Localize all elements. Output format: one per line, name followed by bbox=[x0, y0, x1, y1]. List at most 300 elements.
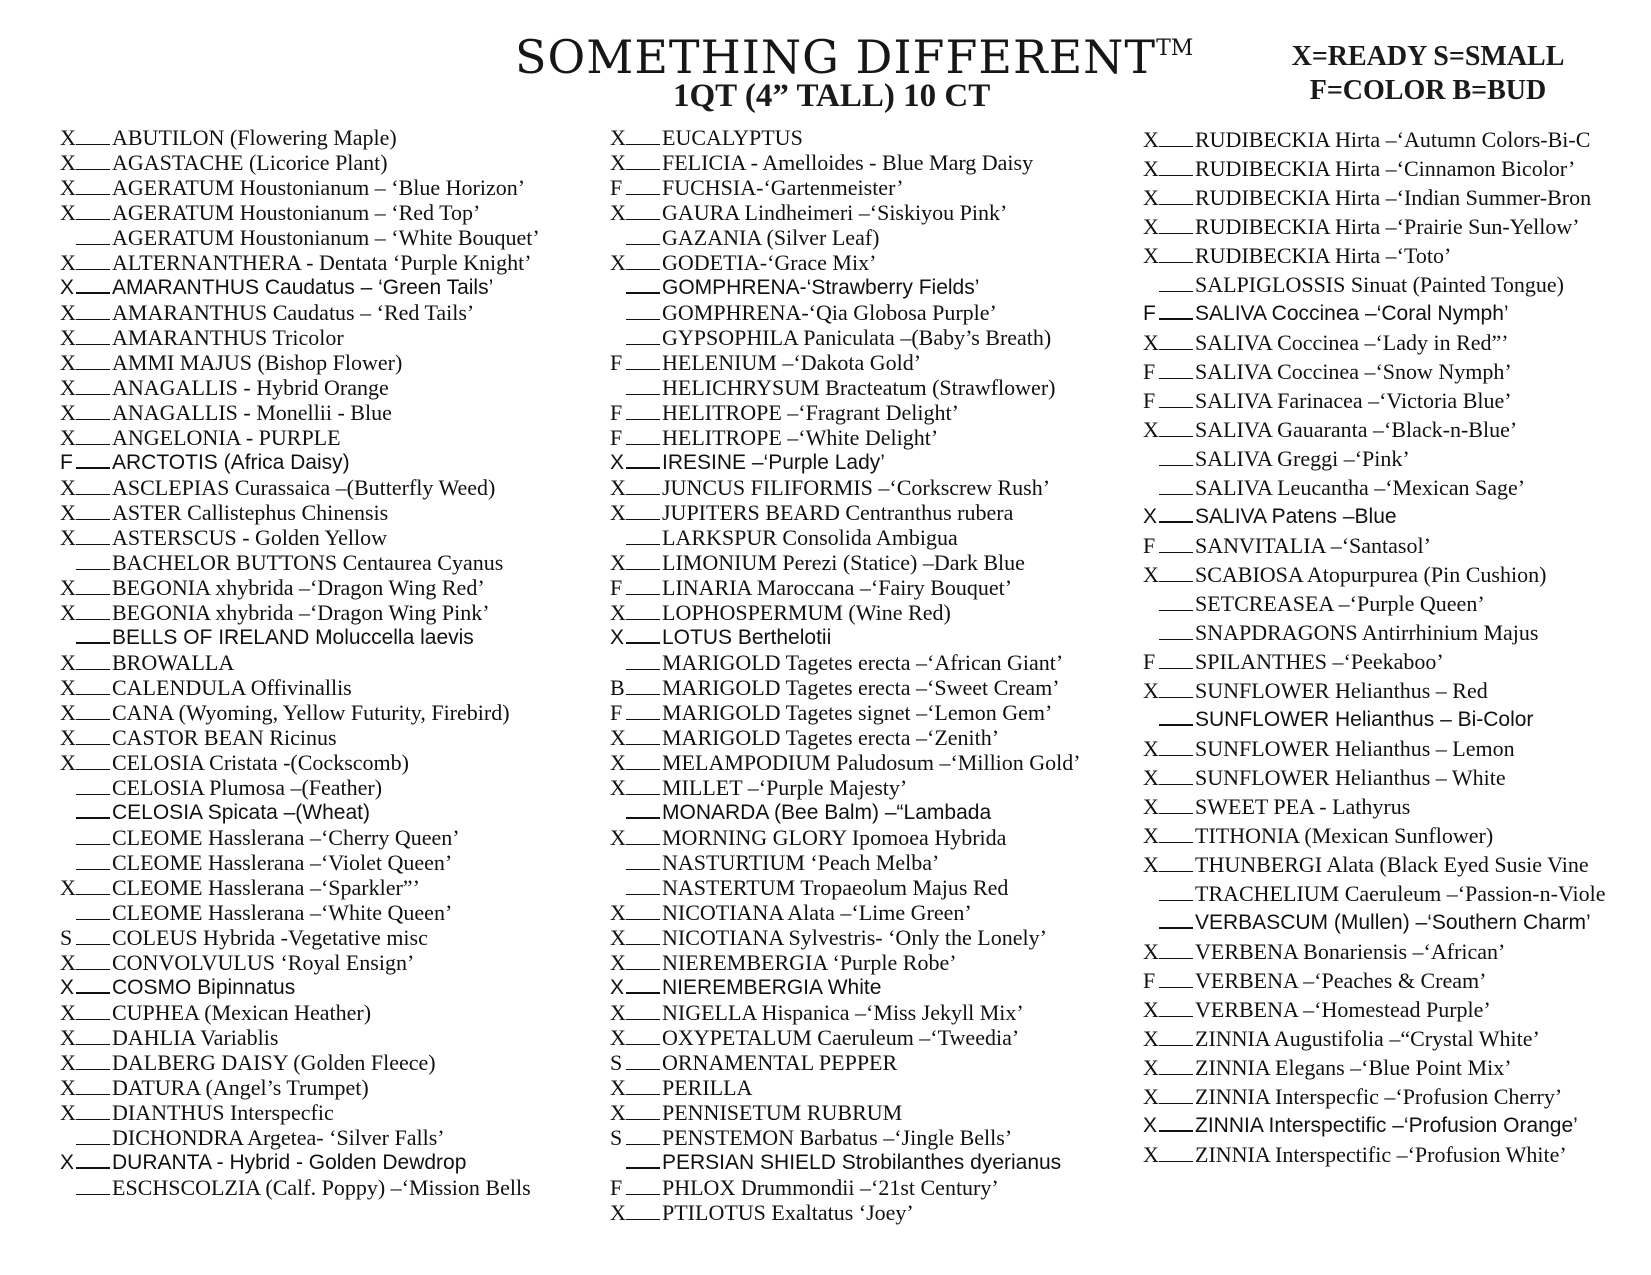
status-code: F bbox=[1143, 649, 1156, 674]
order-blank-line bbox=[626, 654, 660, 670]
plant-name: EUCALYPTUS bbox=[662, 125, 803, 150]
plant-name: PENNISETUM RUBRUM bbox=[662, 1100, 903, 1125]
status-code: X bbox=[60, 475, 76, 500]
plant-name: RUDIBECKIA Hirta –‘Prairie Sun-Yellow’ bbox=[1195, 214, 1580, 239]
plant-list-item bbox=[60, 175, 540, 200]
plant-list-item bbox=[610, 1000, 1081, 1025]
order-blank-line bbox=[626, 452, 660, 469]
plant-list-item bbox=[60, 600, 540, 625]
plant-name: RUDIBECKIA Hirta –‘Toto’ bbox=[1195, 243, 1452, 268]
plant-column-2 bbox=[610, 125, 1081, 1225]
status-code: F bbox=[60, 451, 73, 474]
order-blank-line bbox=[626, 529, 660, 545]
plant-list-item bbox=[610, 400, 1081, 425]
plant-name: AGASTACHE (Licorice Plant) bbox=[112, 150, 388, 175]
status-code: X bbox=[610, 950, 626, 975]
plant-list-item bbox=[610, 525, 1081, 550]
order-blank-line bbox=[76, 1129, 110, 1145]
plant-name: SUNFLOWER Helianthus – Red bbox=[1195, 678, 1488, 703]
plant-list-item bbox=[60, 1075, 540, 1100]
plant-list-item bbox=[610, 300, 1081, 325]
plant-list-item bbox=[60, 250, 540, 275]
order-blank-line bbox=[1159, 798, 1193, 814]
plant-name: DIANTHUS Interspecfic bbox=[112, 1100, 334, 1125]
plant-list-item bbox=[60, 275, 540, 300]
order-blank-line bbox=[1159, 769, 1193, 785]
plant-list-item bbox=[1143, 1053, 1606, 1082]
order-blank-line bbox=[76, 729, 110, 745]
plant-name: LINARIA Maroccana –‘Fairy Bouquet’ bbox=[662, 575, 1013, 600]
plant-name: CLEOME Hasslerana –‘Violet Queen’ bbox=[112, 850, 453, 875]
order-blank-line bbox=[626, 1179, 660, 1195]
status-code: X bbox=[610, 150, 626, 175]
plant-name: ALTERNANTHERA - Dentata ‘Purple Knight’ bbox=[112, 250, 532, 275]
order-blank-line bbox=[1159, 506, 1193, 523]
plant-name: HELITROPE –‘Fragrant Delight’ bbox=[662, 400, 959, 425]
plant-list-item bbox=[1143, 473, 1606, 502]
status-code: X bbox=[60, 650, 76, 675]
plant-name: CELOSIA Cristata -(Cockscomb) bbox=[112, 750, 409, 775]
status-code: F bbox=[1143, 533, 1156, 558]
order-blank-line bbox=[626, 379, 660, 395]
status-code: X bbox=[610, 1075, 626, 1100]
status-code: X bbox=[1143, 185, 1159, 210]
legend-line-2: F=COLOR B=BUD bbox=[1309, 75, 1547, 106]
status-code: X bbox=[1143, 765, 1159, 790]
order-blank-line bbox=[1159, 334, 1193, 350]
plant-list-item bbox=[60, 1000, 540, 1025]
order-blank-line bbox=[76, 954, 110, 970]
status-code: X bbox=[610, 1025, 626, 1050]
status-code: X bbox=[60, 950, 76, 975]
plant-list-item bbox=[610, 975, 1081, 1000]
order-blank-line bbox=[626, 1004, 660, 1020]
plant-list-item bbox=[60, 975, 540, 1000]
order-blank-line bbox=[626, 504, 660, 520]
plant-name: PTILOTUS Exaltatus ‘Joey’ bbox=[662, 1200, 914, 1225]
status-code: X bbox=[610, 1200, 626, 1225]
plant-list-item bbox=[1143, 328, 1606, 357]
order-blank-line bbox=[76, 802, 110, 819]
plant-name: GOMPHRENA-‘Qia Globosa Purple’ bbox=[662, 300, 997, 325]
page-subtitle: 1QT (4” TALL) 10 CT bbox=[673, 78, 991, 114]
plant-list-item bbox=[60, 400, 540, 425]
order-blank-line bbox=[76, 452, 110, 469]
plant-list-item bbox=[1143, 154, 1606, 183]
status-code: X bbox=[60, 875, 76, 900]
order-blank-line bbox=[76, 1104, 110, 1120]
plant-list-item bbox=[1143, 125, 1606, 154]
order-blank-line bbox=[76, 904, 110, 920]
plant-name: DATURA (Angel’s Trumpet) bbox=[112, 1075, 369, 1100]
plant-name: VERBENA Bonariensis –‘African’ bbox=[1195, 939, 1506, 964]
status-code: X bbox=[610, 626, 625, 649]
plant-name: COSMO Bipinnatus bbox=[112, 976, 296, 999]
plant-name: MONARDA (Bee Balm) –“Lambada bbox=[662, 801, 992, 824]
plant-name: CELOSIA Plumosa –(Feather) bbox=[112, 775, 383, 800]
plant-name: AGERATUM Houstonianum – ‘Red Top’ bbox=[112, 200, 481, 225]
title-text: SOMETHING DIFFERENT bbox=[515, 30, 1157, 84]
status-code: X bbox=[60, 500, 76, 525]
plant-name: CLEOME Hasslerana –‘Cherry Queen’ bbox=[112, 825, 460, 850]
plant-name: VERBASCUM (Mullen) –‘Southern Charm’ bbox=[1195, 911, 1591, 934]
order-blank-line bbox=[76, 1029, 110, 1045]
status-code: X bbox=[60, 350, 76, 375]
plant-list-item bbox=[60, 1100, 540, 1125]
plant-list-item bbox=[60, 125, 540, 150]
order-blank-line bbox=[76, 229, 110, 245]
plant-list-item bbox=[1143, 415, 1606, 444]
order-blank-line bbox=[76, 379, 110, 395]
plant-list-item bbox=[60, 800, 540, 825]
plant-name: SALIVA Coccinea –‘Coral Nymph’ bbox=[1195, 302, 1509, 325]
plant-name: GODETIA-‘Grace Mix’ bbox=[662, 250, 877, 275]
order-blank-line bbox=[1159, 682, 1193, 698]
order-blank-line bbox=[1159, 303, 1193, 320]
order-blank-line bbox=[76, 254, 110, 270]
plant-list-item bbox=[610, 1125, 1081, 1150]
status-code: X bbox=[60, 125, 76, 150]
status-code: X bbox=[1143, 1142, 1159, 1167]
status-code: X bbox=[60, 700, 76, 725]
order-blank-line bbox=[76, 529, 110, 545]
order-blank-line bbox=[76, 1152, 110, 1169]
plant-list-item bbox=[610, 175, 1081, 200]
plant-name: PENSTEMON Barbatus –‘Jingle Bells’ bbox=[662, 1125, 1013, 1150]
status-code: X bbox=[60, 600, 76, 625]
status-code: X bbox=[60, 525, 76, 550]
plant-list-item bbox=[60, 300, 540, 325]
order-blank-line bbox=[1159, 392, 1193, 408]
order-blank-line bbox=[76, 429, 110, 445]
plant-list-item bbox=[1143, 270, 1606, 299]
plant-name: ASCLEPIAS Curassaica –(Butterfly Weed) bbox=[112, 475, 496, 500]
plant-name: CUPHEA (Mexican Heather) bbox=[112, 1000, 372, 1025]
plant-list-item bbox=[610, 225, 1081, 250]
order-blank-line bbox=[626, 754, 660, 770]
status-code: S bbox=[610, 1050, 623, 1075]
plant-list-item bbox=[60, 850, 540, 875]
order-blank-line bbox=[626, 704, 660, 720]
status-code: X bbox=[1143, 678, 1159, 703]
plant-list-item bbox=[1143, 531, 1606, 560]
status-code: X bbox=[1143, 997, 1159, 1022]
plant-name: SWEET PEA - Lathyrus bbox=[1195, 794, 1411, 819]
plant-list-item bbox=[610, 850, 1081, 875]
order-blank-line bbox=[1159, 885, 1193, 901]
plant-name: SALIVA Greggi –‘Pink’ bbox=[1195, 446, 1410, 471]
order-blank-line bbox=[1159, 218, 1193, 234]
status-code: F bbox=[1143, 968, 1156, 993]
order-blank-line bbox=[1159, 189, 1193, 205]
status-code: F bbox=[1143, 388, 1156, 413]
plant-list-item bbox=[1143, 734, 1606, 763]
order-blank-line bbox=[1159, 479, 1193, 495]
order-blank-line bbox=[626, 1029, 660, 1045]
order-blank-line bbox=[626, 604, 660, 620]
plant-list-item bbox=[60, 775, 540, 800]
plant-name: MARIGOLD Tagetes erecta –‘Zenith’ bbox=[662, 725, 1000, 750]
order-blank-line bbox=[626, 1104, 660, 1120]
plant-list-item bbox=[610, 575, 1081, 600]
plant-name: NICOTIANA Sylvestris- ‘Only the Lonely’ bbox=[662, 925, 1047, 950]
plant-name: TRACHELIUM Caeruleum –‘Passion-n-Viole bbox=[1195, 881, 1606, 906]
plant-name: DURANTA - Hybrid - Golden Dewdrop bbox=[112, 1151, 467, 1174]
status-code: F bbox=[610, 175, 623, 200]
status-code: X bbox=[60, 150, 76, 175]
plant-name: PERSIAN SHIELD Strobilanthes dyerianus bbox=[662, 1151, 1062, 1174]
plant-list-item bbox=[610, 550, 1081, 575]
plant-name: SALIVA Farinacea –‘Victoria Blue’ bbox=[1195, 388, 1512, 413]
status-code: X bbox=[1143, 1026, 1159, 1051]
plant-name: SALIVA Coccinea –‘Lady in Red”’ bbox=[1195, 330, 1509, 355]
plant-list-item bbox=[1143, 386, 1606, 415]
plant-list-item bbox=[60, 900, 540, 925]
order-blank-line bbox=[1159, 276, 1193, 292]
plant-list-item bbox=[610, 1075, 1081, 1100]
plant-list-item bbox=[1143, 705, 1606, 734]
plant-name: ZINNIA Interspectific –‘Profusion White’ bbox=[1195, 1142, 1567, 1167]
plant-name: AMMI MAJUS (Bishop Flower) bbox=[112, 350, 403, 375]
order-blank-line bbox=[1159, 1030, 1193, 1046]
order-blank-line bbox=[626, 254, 660, 270]
order-blank-line bbox=[76, 404, 110, 420]
order-blank-line bbox=[76, 679, 110, 695]
plant-name: GAURA Lindheimeri –‘Siskiyou Pink’ bbox=[662, 200, 1008, 225]
status-code: X bbox=[60, 1050, 76, 1075]
plant-column-3 bbox=[1143, 125, 1606, 1169]
status-code: X bbox=[610, 550, 626, 575]
order-blank-line bbox=[76, 154, 110, 170]
plant-list-item bbox=[60, 325, 540, 350]
page-title bbox=[515, 30, 1193, 84]
plant-name: AGERATUM Houstonianum – ‘White Bouquet’ bbox=[112, 225, 540, 250]
plant-list-item bbox=[610, 950, 1081, 975]
order-blank-line bbox=[626, 429, 660, 445]
order-blank-line bbox=[626, 179, 660, 195]
status-code: S bbox=[60, 925, 73, 950]
order-blank-line bbox=[626, 627, 660, 644]
status-code: X bbox=[60, 1025, 76, 1050]
plant-list-item bbox=[610, 475, 1081, 500]
order-blank-line bbox=[76, 354, 110, 370]
plant-name: ZINNIA Interspecfic –‘Profusion Cherry’ bbox=[1195, 1084, 1563, 1109]
order-blank-line bbox=[626, 579, 660, 595]
plant-list-item bbox=[1143, 966, 1606, 995]
plant-name: RUDIBECKIA Hirta –‘Cinnamon Bicolor’ bbox=[1195, 156, 1576, 181]
status-code: X bbox=[610, 976, 625, 999]
status-code: X bbox=[60, 976, 75, 999]
plant-name: DAHLIA Variablis bbox=[112, 1025, 279, 1050]
plant-name: PERILLA bbox=[662, 1075, 753, 1100]
plant-name: AMARANTHUS Tricolor bbox=[112, 325, 344, 350]
plant-name: GOMPHRENA-‘Strawberry Fields’ bbox=[662, 276, 980, 299]
plant-name: MARIGOLD Tagetes erecta –‘Sweet Cream’ bbox=[662, 675, 1060, 700]
status-code: X bbox=[60, 425, 76, 450]
order-blank-line bbox=[626, 229, 660, 245]
plant-list-item bbox=[60, 575, 540, 600]
plant-list-item bbox=[610, 1150, 1081, 1175]
plant-list-item bbox=[610, 775, 1081, 800]
status-code: X bbox=[60, 1151, 75, 1174]
order-blank-line bbox=[1159, 827, 1193, 843]
plant-name: SUNFLOWER Helianthus – Lemon bbox=[1195, 736, 1515, 761]
plant-list-item bbox=[610, 600, 1081, 625]
order-blank-line bbox=[76, 579, 110, 595]
plant-name: GYPSOPHILA Paniculata –(Baby’s Breath) bbox=[662, 325, 1052, 350]
order-blank-line bbox=[626, 954, 660, 970]
plant-list-item bbox=[1143, 212, 1606, 241]
plant-name: MORNING GLORY Ipomoea Hybrida bbox=[662, 825, 1007, 850]
plant-list-item bbox=[60, 500, 540, 525]
status-code: X bbox=[60, 325, 76, 350]
plant-name: ZINNIA Elegans –‘Blue Point Mix’ bbox=[1195, 1055, 1512, 1080]
plant-name: SANVITALIA –‘Santasol’ bbox=[1195, 533, 1431, 558]
plant-name: COLEUS Hybrida -Vegetative misc bbox=[112, 925, 428, 950]
plant-list-item bbox=[60, 150, 540, 175]
plant-name: DICHONDRA Argetea- ‘Silver Falls’ bbox=[112, 1125, 445, 1150]
plant-list-item bbox=[610, 900, 1081, 925]
plant-name: RUDIBECKIA Hirta –‘Indian Summer-Bron bbox=[1195, 185, 1592, 210]
plant-list-item bbox=[610, 500, 1081, 525]
order-blank-line bbox=[1159, 160, 1193, 176]
plant-list-item bbox=[1143, 995, 1606, 1024]
order-blank-line bbox=[626, 929, 660, 945]
status-code: B bbox=[610, 675, 625, 700]
plant-list-item bbox=[1143, 299, 1606, 328]
plant-list-item bbox=[1143, 502, 1606, 531]
order-blank-line bbox=[1159, 566, 1193, 582]
plant-list-item bbox=[1143, 183, 1606, 212]
plant-list-item bbox=[1143, 1111, 1606, 1140]
plant-name: CASTOR BEAN Ricinus bbox=[112, 725, 337, 750]
order-blank-line bbox=[76, 1179, 110, 1195]
status-code: X bbox=[610, 725, 626, 750]
status-code: X bbox=[60, 300, 76, 325]
plant-name: CALENDULA Offivinallis bbox=[112, 675, 352, 700]
plant-list-item bbox=[610, 1175, 1081, 1200]
plant-name: BACHELOR BUTTONS Centaurea Cyanus bbox=[112, 550, 504, 575]
plant-list-item bbox=[610, 875, 1081, 900]
order-blank-line bbox=[626, 1204, 660, 1220]
plant-list-item bbox=[60, 525, 540, 550]
plant-list-item bbox=[610, 375, 1081, 400]
plant-list-item bbox=[60, 625, 540, 650]
plant-name: HELENIUM –‘Dakota Gold’ bbox=[662, 350, 922, 375]
plant-name: MARIGOLD Tagetes erecta –‘African Giant’ bbox=[662, 650, 1064, 675]
order-blank-line bbox=[626, 679, 660, 695]
status-code: X bbox=[1143, 823, 1159, 848]
plant-list-item bbox=[1143, 676, 1606, 705]
order-blank-line bbox=[1159, 1146, 1193, 1162]
plant-name: AGERATUM Houstonianum – ‘Blue Horizon’ bbox=[112, 175, 526, 200]
order-blank-line bbox=[1159, 653, 1193, 669]
order-blank-line bbox=[76, 504, 110, 520]
plant-name: MARIGOLD Tagetes signet –‘Lemon Gem’ bbox=[662, 700, 1053, 725]
status-code: X bbox=[1143, 794, 1159, 819]
order-blank-line bbox=[76, 654, 110, 670]
plant-name: SALIVA Gauaranta –‘Black-n-Blue’ bbox=[1195, 417, 1518, 442]
status-code: X bbox=[610, 1100, 626, 1125]
plant-name: ANAGALLIS - Monellii - Blue bbox=[112, 400, 392, 425]
plant-list-item bbox=[60, 875, 540, 900]
status-code: X bbox=[610, 750, 626, 775]
plant-list-item bbox=[60, 450, 540, 475]
plant-list-item bbox=[610, 625, 1081, 650]
order-blank-line bbox=[76, 977, 110, 994]
order-blank-line bbox=[626, 977, 660, 994]
plant-name: NIEREMBERGIA White bbox=[662, 976, 882, 999]
plant-list-item bbox=[60, 1150, 540, 1175]
plant-name: SALPIGLOSSIS Sinuat (Painted Tongue) bbox=[1195, 272, 1565, 297]
plant-list-item bbox=[610, 150, 1081, 175]
plant-list-item bbox=[1143, 647, 1606, 676]
plant-name: JUPITERS BEARD Centranthus rubera bbox=[662, 500, 1014, 525]
order-blank-line bbox=[626, 879, 660, 895]
order-blank-line bbox=[626, 1152, 660, 1169]
plant-list-item bbox=[610, 725, 1081, 750]
plant-name: NICOTIANA Alata –‘Lime Green’ bbox=[662, 900, 972, 925]
order-blank-line bbox=[76, 129, 110, 145]
plant-column-1 bbox=[60, 125, 540, 1200]
plant-name: ZINNIA Interspectific –‘Profusion Orange’ bbox=[1195, 1114, 1578, 1137]
order-blank-line bbox=[626, 554, 660, 570]
order-blank-line bbox=[626, 204, 660, 220]
plant-name: HELITROPE –‘White Delight’ bbox=[662, 425, 939, 450]
legend-line-1: X=READY S=SMALL bbox=[1291, 41, 1565, 72]
plant-list-item bbox=[60, 200, 540, 225]
order-blank-line bbox=[1159, 856, 1193, 872]
plant-name: VERBENA –‘Homestead Purple’ bbox=[1195, 997, 1491, 1022]
plant-list-item bbox=[60, 550, 540, 575]
plant-list-item bbox=[1143, 1082, 1606, 1111]
plant-list-item bbox=[610, 800, 1081, 825]
plant-name: ZINNIA Augustifolia –“Crystal White’ bbox=[1195, 1026, 1540, 1051]
order-blank-line bbox=[1159, 537, 1193, 553]
plant-list-item bbox=[1143, 879, 1606, 908]
status-code: X bbox=[1143, 1055, 1159, 1080]
status-code: X bbox=[610, 925, 626, 950]
plant-name: SUNFLOWER Helianthus – White bbox=[1195, 765, 1506, 790]
status-code: X bbox=[1143, 417, 1159, 442]
order-blank-line bbox=[626, 779, 660, 795]
plant-list-item bbox=[60, 825, 540, 850]
plant-name: MILLET –‘Purple Majesty’ bbox=[662, 775, 908, 800]
plant-list-item bbox=[60, 750, 540, 775]
order-blank-line bbox=[76, 554, 110, 570]
status-code: X bbox=[60, 725, 76, 750]
order-blank-line bbox=[76, 704, 110, 720]
plant-list-item bbox=[1143, 444, 1606, 473]
order-blank-line bbox=[1159, 624, 1193, 640]
status-code: X bbox=[610, 900, 626, 925]
plant-name: OXYPETALUM Caeruleum –‘Tweedia’ bbox=[662, 1025, 1020, 1050]
plant-name: AMARANTHUS Caudatus – ‘Green Tails’ bbox=[112, 276, 494, 299]
plant-list-item bbox=[60, 925, 540, 950]
plant-list-item bbox=[610, 1100, 1081, 1125]
order-blank-line bbox=[626, 404, 660, 420]
plant-name: NIEREMBERGIA ‘Purple Robe’ bbox=[662, 950, 957, 975]
plant-list-item bbox=[60, 350, 540, 375]
order-blank-line bbox=[626, 354, 660, 370]
plant-name: DALBERG DAISY (Golden Fleece) bbox=[112, 1050, 436, 1075]
plant-name: NASTURTIUM ‘Peach Melba’ bbox=[662, 850, 940, 875]
status-code: X bbox=[610, 250, 626, 275]
plant-name: AMARANTHUS Caudatus – ‘Red Tails’ bbox=[112, 300, 475, 325]
plant-list-item bbox=[1143, 792, 1606, 821]
order-blank-line bbox=[76, 204, 110, 220]
plant-list-item bbox=[610, 1050, 1081, 1075]
